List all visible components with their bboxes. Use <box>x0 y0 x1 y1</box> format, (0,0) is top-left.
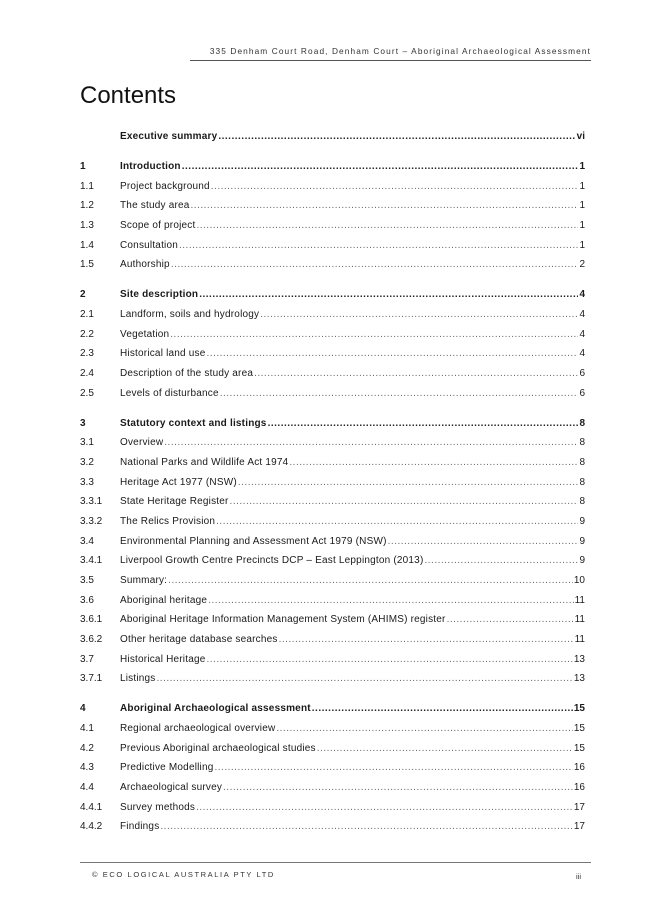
toc-entry-number: 1 <box>80 160 86 172</box>
toc-section-entry[interactable] <box>80 161 585 181</box>
toc-entry-number: 3.5 <box>80 575 94 586</box>
toc-entry-number: 4.4 <box>80 782 94 794</box>
toc-dot-leader <box>160 821 572 832</box>
toc-entry-title: Predictive Modelling <box>120 762 214 774</box>
toc-entry-page: 4 <box>579 289 585 301</box>
toc-entry-number: 3 <box>80 417 86 429</box>
toc-dot-leader <box>230 496 579 507</box>
toc-entry[interactable] <box>80 348 585 368</box>
toc-entry-title: Other heritage database searches <box>120 634 278 646</box>
toc-entry-page: 9 <box>579 535 585 547</box>
toc-entry-page: 4 <box>579 328 585 340</box>
toc-dot-leader <box>447 614 574 625</box>
toc-entry-number: 3.1 <box>80 437 94 449</box>
toc-entry[interactable] <box>80 477 585 497</box>
toc-entry-title: Levels of disturbance <box>120 387 219 399</box>
toc-entry-title: Regional archaeological overview <box>120 723 276 734</box>
toc-dot-leader <box>179 240 578 251</box>
toc-entry-number: 3.4.1 <box>80 555 103 567</box>
toc-entry[interactable] <box>80 821 585 841</box>
page-title: Contents <box>80 82 177 109</box>
toc-dot-leader <box>164 437 578 448</box>
toc-entry-title: Summary: <box>120 575 168 586</box>
toc-dot-leader <box>196 802 573 813</box>
toc-entry[interactable] <box>80 723 585 743</box>
toc-dot-leader <box>168 575 573 586</box>
toc-entry-page: 4 <box>579 308 585 320</box>
toc-section-entry[interactable] <box>80 418 585 438</box>
footer-rule <box>80 862 591 863</box>
toc-entry-page: 1 <box>579 180 585 192</box>
toc-entry-page: 17 <box>573 801 585 813</box>
toc-entry-title: Heritage Act 1977 (NSW) <box>120 476 237 488</box>
toc-entry-page: 13 <box>573 673 585 685</box>
toc-entry[interactable] <box>80 634 585 654</box>
toc-entry-number: 3.4 <box>80 535 94 547</box>
toc-entry-title: Executive summary <box>120 131 218 142</box>
toc-dot-leader <box>216 516 578 527</box>
toc-entry-number: 3.6.1 <box>80 614 103 626</box>
toc-entry-title: Environmental Planning and Assessment Act 1979 (NSW) <box>120 535 387 547</box>
toc-dot-leader <box>254 368 578 379</box>
toc-entry-page: vi <box>576 131 585 142</box>
toc-entry-page: 15 <box>573 742 585 754</box>
toc-dot-leader <box>170 329 578 340</box>
toc-entry-number: 3.3.2 <box>80 515 103 527</box>
toc-entry-number: 3.6 <box>80 594 94 606</box>
toc-dot-leader <box>424 555 578 566</box>
toc-entry-number: 4.4.2 <box>80 821 103 833</box>
toc-entry-page: 13 <box>573 653 585 665</box>
toc-entry[interactable] <box>80 802 585 822</box>
toc-entry-number: 2.2 <box>80 328 94 340</box>
toc-entry-number: 4.4.1 <box>80 801 103 813</box>
toc-entry-title: National Parks and Wildlife Act 1974 <box>120 456 289 468</box>
toc-entry-page: 10 <box>573 575 585 586</box>
toc-entry-number: 2.4 <box>80 367 94 379</box>
toc-entry-page: 15 <box>573 703 585 715</box>
toc-dot-leader <box>268 418 579 429</box>
toc-entry-number: 4 <box>80 703 86 715</box>
toc-entry-page: 8 <box>579 417 585 429</box>
toc-entry-title: The Relics Provision <box>120 515 216 527</box>
toc-entry-title: The study area <box>120 200 190 212</box>
toc-entry-page: 8 <box>579 496 585 508</box>
toc-entry-title: Findings <box>120 821 160 833</box>
toc-entry-number: 4.2 <box>80 742 94 754</box>
toc-entry-page: 15 <box>573 723 585 734</box>
toc-entry[interactable] <box>80 516 585 536</box>
toc-entry-page: 1 <box>579 219 585 231</box>
toc-entry-title: Liverpool Growth Centre Precincts DCP – East Leppington (2013) <box>120 555 424 567</box>
toc-entry-page: 1 <box>579 160 585 172</box>
toc-entry-page: 1 <box>579 200 585 212</box>
toc-entry[interactable] <box>80 555 585 575</box>
toc-entry-title: Statutory context and listings <box>120 417 267 429</box>
toc-dot-leader <box>171 259 579 270</box>
toc-entry-title: Consultation <box>120 239 178 251</box>
toc-entry[interactable] <box>80 496 585 516</box>
toc-entry[interactable] <box>80 654 585 674</box>
toc-entry-title: Vegetation <box>120 328 170 340</box>
toc-entry-title: Previous Aboriginal archaeological studies <box>120 742 316 754</box>
toc-dot-leader <box>238 477 579 488</box>
toc-dot-leader <box>157 673 573 684</box>
toc-entry[interactable] <box>80 457 585 477</box>
toc-dot-leader <box>223 782 573 793</box>
toc-entry-title: Site description <box>120 289 199 301</box>
toc-entry-title: Introduction <box>120 160 181 172</box>
toc-dot-leader <box>208 595 573 606</box>
toc-dot-leader <box>312 703 573 714</box>
toc-entry-number: 1.3 <box>80 219 94 231</box>
toc-entry-title: Aboriginal heritage <box>120 594 208 606</box>
toc-entry-number: 2 <box>80 289 86 301</box>
toc-entry-number: 3.7.1 <box>80 673 103 685</box>
toc-entry-title: Description of the study area <box>120 367 254 379</box>
toc-section-entry[interactable] <box>80 131 585 151</box>
toc-entry-title: Historical Heritage <box>120 653 206 665</box>
toc-entry[interactable] <box>80 181 585 201</box>
toc-entry[interactable] <box>80 595 585 615</box>
toc-entry-title: Scope of project <box>120 219 196 231</box>
toc-entry-title: Survey methods <box>120 801 196 813</box>
toc-entry[interactable] <box>80 259 585 279</box>
toc-entry-number: 1.1 <box>80 180 94 192</box>
toc-entry-title: Authorship <box>120 259 170 271</box>
toc-dot-leader <box>388 536 579 547</box>
toc-entry-page: 16 <box>573 762 585 774</box>
toc-entry[interactable] <box>80 614 585 634</box>
toc-entry-number: 3.2 <box>80 456 94 468</box>
toc-entry-title: Historical land use <box>120 348 206 360</box>
toc-entry-number: 1.4 <box>80 239 94 251</box>
toc-entry-page: 9 <box>579 555 585 567</box>
toc-entry-page: 11 <box>574 594 585 606</box>
toc-entry-title: Landform, soils and hydrology <box>120 308 260 320</box>
toc-dot-leader <box>276 723 573 734</box>
toc-entry-page: 2 <box>579 259 585 271</box>
toc-entry-title: Project background <box>120 180 210 192</box>
footer-page-number: iii <box>576 872 581 881</box>
toc-entry-number: 4.3 <box>80 762 94 774</box>
toc-dot-leader <box>289 457 578 468</box>
table-of-contents <box>80 131 585 841</box>
header-rule <box>190 60 591 61</box>
toc-entry[interactable] <box>80 368 585 388</box>
toc-entry-number: 2.1 <box>80 308 94 320</box>
toc-dot-leader <box>279 634 574 645</box>
toc-entry[interactable] <box>80 329 585 349</box>
toc-entry-title: Aboriginal Heritage Information Management System (AHIMS) register <box>120 614 446 626</box>
toc-entry-title: Aboriginal Archaeological assessment <box>120 703 311 715</box>
toc-entry[interactable] <box>80 240 585 260</box>
toc-dot-leader <box>211 181 579 192</box>
toc-dot-leader <box>215 762 573 773</box>
toc-entry-number: 2.5 <box>80 387 94 399</box>
toc-entry-page: 6 <box>579 367 585 379</box>
toc-entry-page: 11 <box>574 634 585 646</box>
toc-entry-page: 8 <box>579 476 585 488</box>
toc-dot-leader <box>191 200 579 211</box>
running-header: 335 Denham Court Road, Denham Court – Aboriginal Archaeological Assessment <box>209 46 591 56</box>
toc-entry-page: 9 <box>579 515 585 527</box>
toc-entry[interactable] <box>80 575 585 595</box>
toc-dot-leader <box>207 348 579 359</box>
toc-entry-number: 1.2 <box>80 200 94 212</box>
toc-entry-number: 2.3 <box>80 348 94 360</box>
toc-entry-page: 8 <box>579 456 585 468</box>
toc-entry-title: State Heritage Register <box>120 496 229 508</box>
toc-dot-leader <box>207 654 573 665</box>
toc-entry-page: 1 <box>579 239 585 251</box>
toc-entry-number: 3.3.1 <box>80 496 103 508</box>
toc-section-entry[interactable] <box>80 289 585 309</box>
toc-section-entry[interactable] <box>80 703 585 723</box>
toc-entry[interactable] <box>80 536 585 556</box>
toc-dot-leader <box>196 220 578 231</box>
toc-entry-page: 16 <box>573 782 585 794</box>
toc-entry-number: 3.6.2 <box>80 634 103 646</box>
toc-dot-leader <box>182 161 579 172</box>
toc-entry[interactable] <box>80 762 585 782</box>
toc-entry-number: 4.1 <box>80 723 94 734</box>
toc-entry-page: 8 <box>579 437 585 449</box>
toc-entry-title: Archaeological survey <box>120 782 223 794</box>
toc-entry-page: 6 <box>579 387 585 399</box>
toc-entry-page: 17 <box>573 821 585 833</box>
toc-dot-leader <box>220 388 579 399</box>
toc-dot-leader <box>199 289 578 300</box>
toc-entry-title: Overview <box>120 437 164 449</box>
toc-dot-leader <box>260 309 578 320</box>
toc-entry[interactable] <box>80 200 585 220</box>
toc-dot-leader <box>317 743 573 754</box>
toc-entry[interactable] <box>80 437 585 457</box>
footer-company: © ECO LOGICAL AUSTRALIA PTY LTD <box>92 870 275 879</box>
toc-entry-number: 3.3 <box>80 476 94 488</box>
toc-entry[interactable] <box>80 743 585 763</box>
toc-entry-number: 1.5 <box>80 259 94 271</box>
toc-entry-page: 11 <box>574 614 585 626</box>
toc-entry-page: 4 <box>579 348 585 360</box>
toc-entry[interactable] <box>80 220 585 240</box>
toc-entry[interactable] <box>80 388 585 408</box>
toc-entry-title: Listings <box>120 673 156 685</box>
toc-entry[interactable] <box>80 782 585 802</box>
toc-entry[interactable] <box>80 309 585 329</box>
toc-entry[interactable] <box>80 673 585 693</box>
toc-dot-leader <box>218 131 575 142</box>
toc-entry-number: 3.7 <box>80 653 94 665</box>
